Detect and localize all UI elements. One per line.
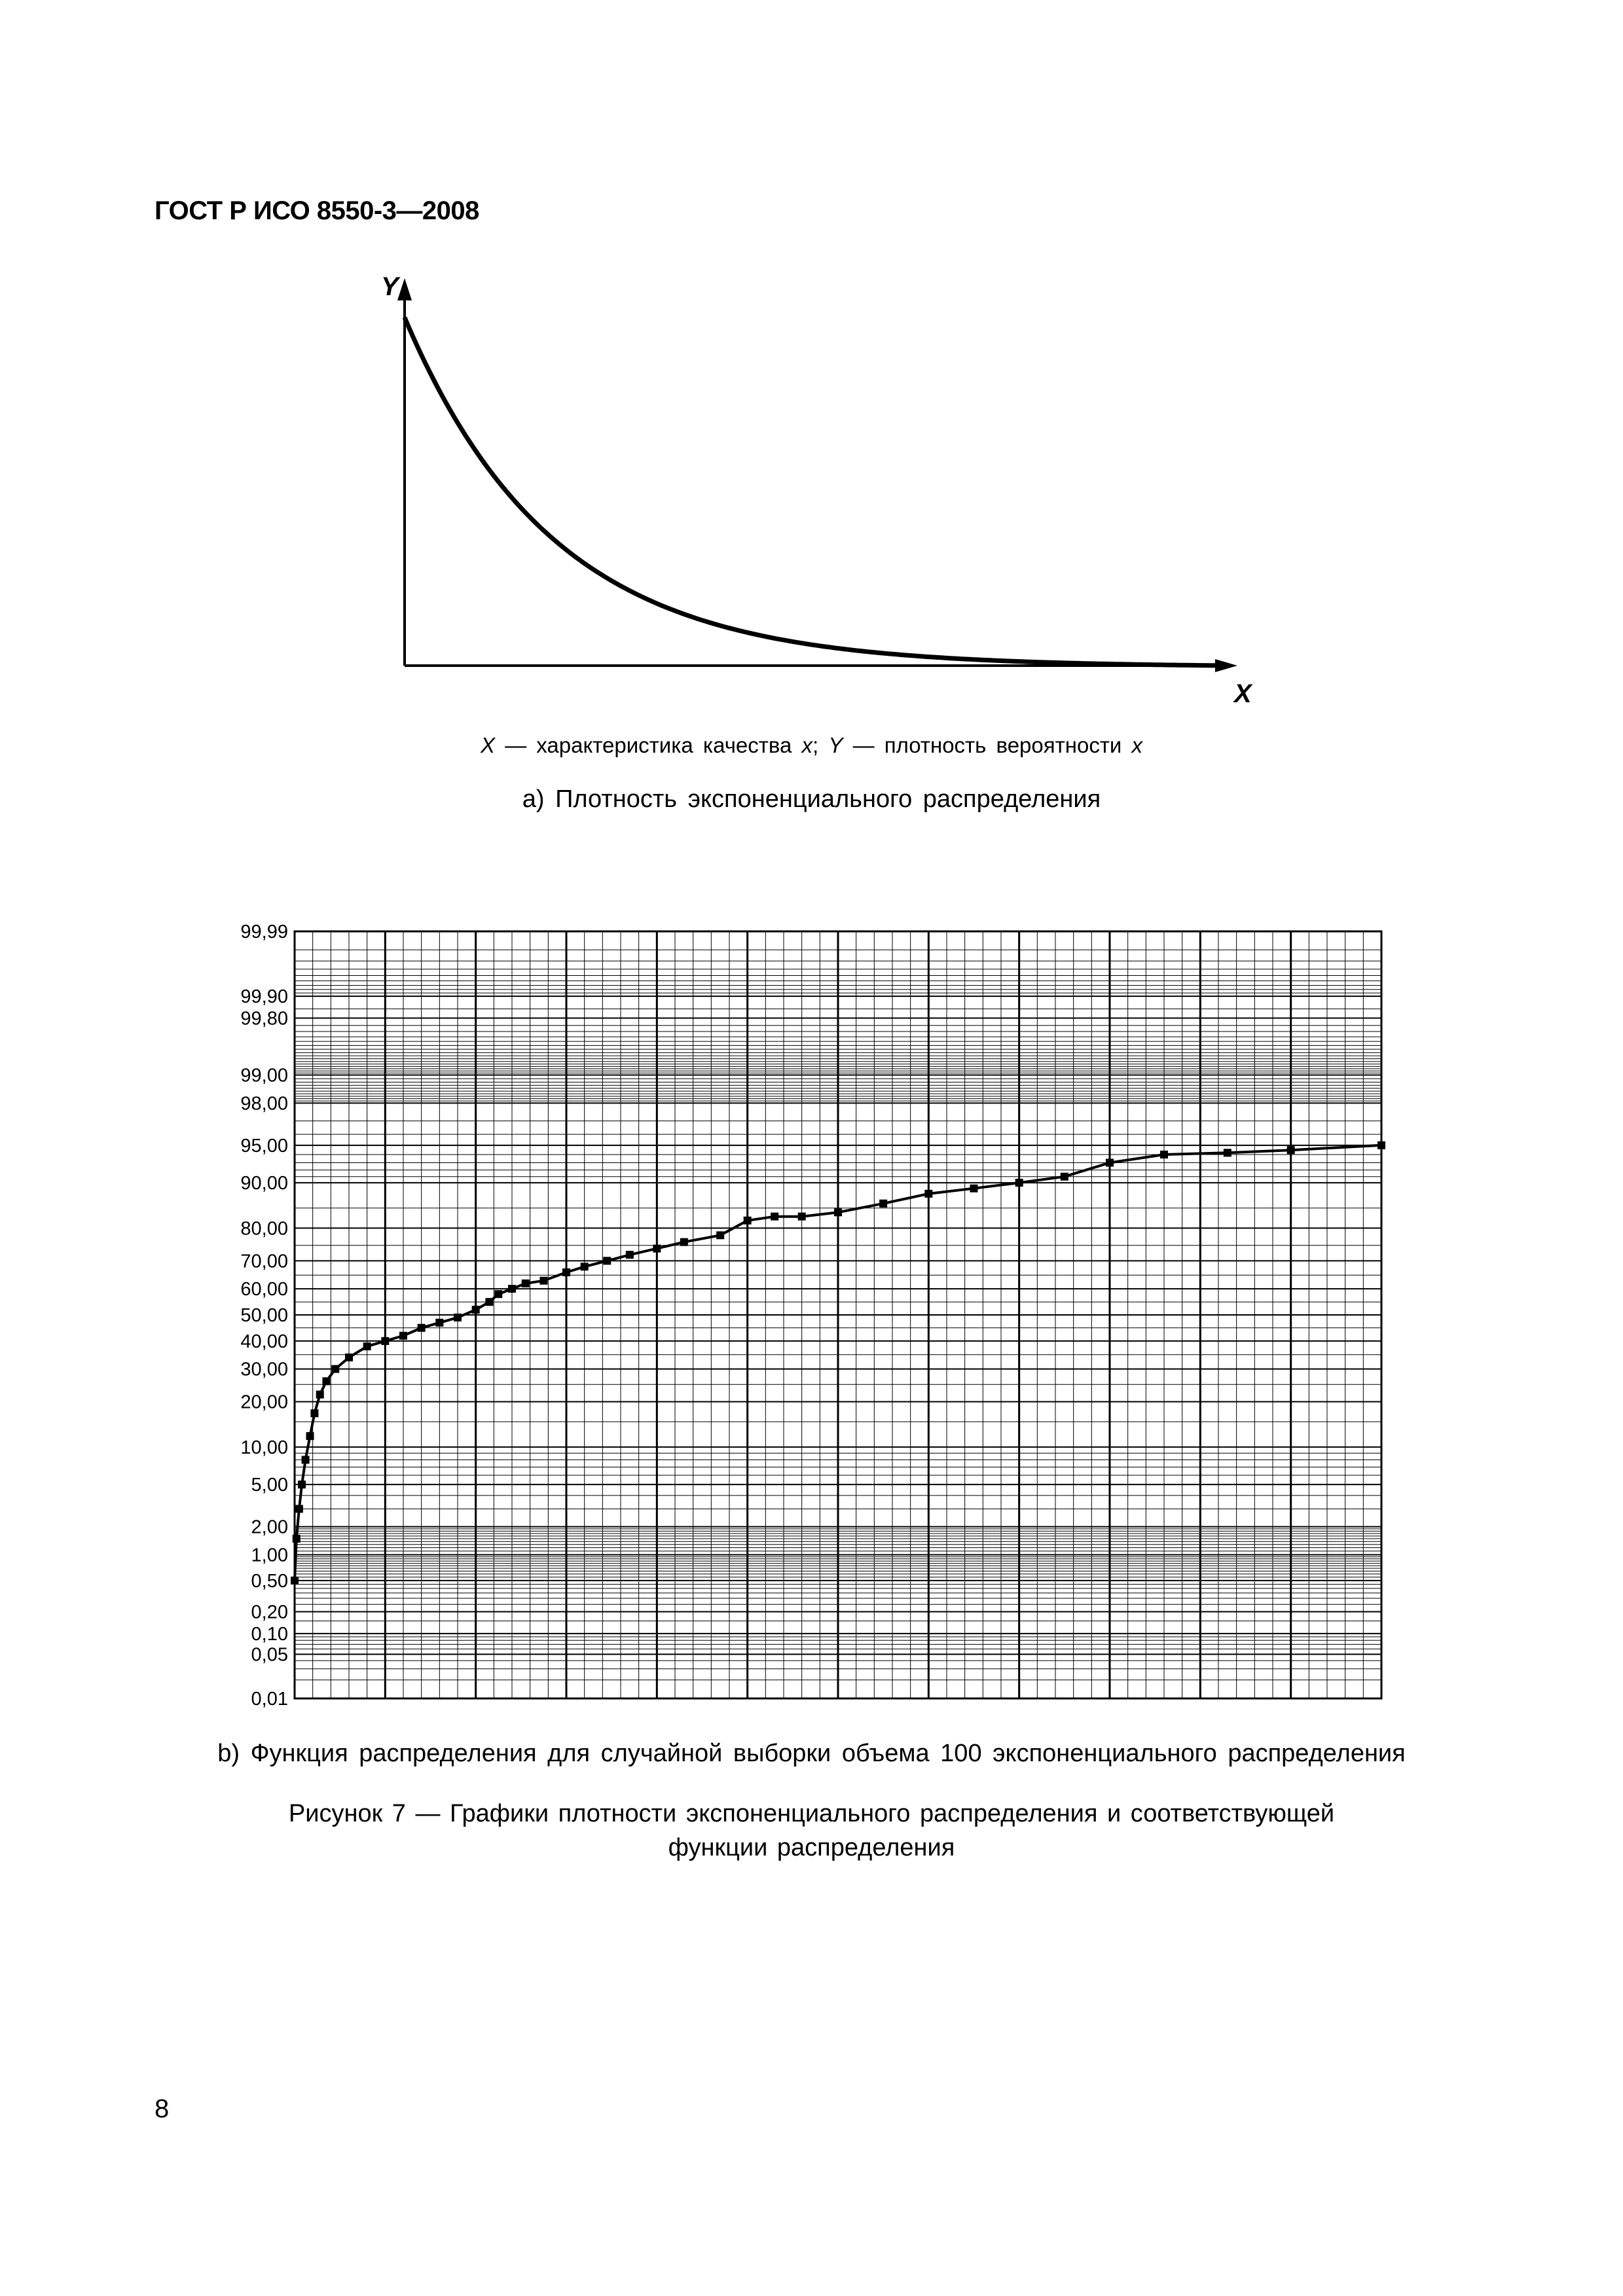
density-axes <box>397 278 1237 672</box>
y-tick-label: 99,90 <box>240 986 288 1008</box>
data-point <box>603 1257 611 1265</box>
y-tick-label: 0,05 <box>251 1644 288 1666</box>
y-axis-label: Y <box>381 272 399 301</box>
data-point <box>295 1505 303 1513</box>
data-point <box>626 1251 634 1259</box>
data-point <box>1377 1141 1385 1149</box>
data-point <box>322 1377 330 1385</box>
legend-y-var: x <box>1131 733 1143 757</box>
y-tick-label: 99,80 <box>240 1008 288 1030</box>
y-tick-label: 0,50 <box>251 1570 288 1592</box>
y-tick-labels <box>240 922 288 1710</box>
data-point <box>539 1277 547 1285</box>
data-point <box>1224 1149 1231 1157</box>
data-point <box>1287 1146 1295 1154</box>
y-tick-label: 80,00 <box>240 1218 288 1240</box>
data-point <box>581 1263 589 1270</box>
data-point <box>834 1208 842 1216</box>
data-point <box>345 1354 353 1361</box>
y-axis-arrow <box>397 278 412 300</box>
page-number: 8 <box>155 2094 170 2123</box>
data-point <box>293 1535 301 1543</box>
data-point <box>879 1200 887 1208</box>
y-tick-label: 60,00 <box>240 1279 288 1300</box>
figure-caption-line-2: функции распределения <box>668 1834 955 1861</box>
y-tick-label: 70,00 <box>240 1251 288 1272</box>
y-tick-label: 30,00 <box>240 1359 288 1380</box>
density-chart <box>367 265 1309 723</box>
density-curve <box>405 317 1218 666</box>
data-point <box>302 1456 310 1463</box>
data-point <box>1106 1158 1114 1166</box>
legend-y-symbol: Y <box>828 733 843 757</box>
figure-caption-line-1: Рисунок 7 — Графики плотности экспоненциального распределения и соответствующей <box>288 1800 1335 1827</box>
y-tick-label: 1,00 <box>251 1545 288 1566</box>
y-tick-label: 98,00 <box>240 1093 288 1115</box>
data-point <box>771 1213 778 1221</box>
data-point <box>472 1306 480 1314</box>
data-point <box>970 1185 978 1193</box>
data-point <box>306 1432 314 1440</box>
data-point <box>1061 1173 1068 1181</box>
data-point <box>798 1213 806 1221</box>
y-tick-label: 90,00 <box>240 1173 288 1194</box>
legend-x-symbol: X <box>480 733 495 757</box>
data-point <box>363 1342 371 1350</box>
x-axis-label: X <box>1234 679 1252 708</box>
data-point <box>494 1290 502 1298</box>
data-point <box>485 1298 493 1306</box>
data-point <box>381 1337 389 1345</box>
data-point <box>508 1285 516 1293</box>
y-tick-label: 2,00 <box>251 1516 288 1538</box>
figure-caption <box>0 1797 1623 1865</box>
data-point <box>924 1190 932 1198</box>
figure-a-legend <box>0 733 1623 758</box>
legend-y-text: — плотность вероятности <box>852 733 1122 757</box>
data-point <box>744 1217 752 1225</box>
y-tick-label: 0,20 <box>251 1602 288 1623</box>
data-point <box>291 1577 299 1585</box>
data-point <box>298 1480 306 1488</box>
y-tick-label: 50,00 <box>240 1305 288 1326</box>
data-point <box>310 1409 318 1417</box>
data-point <box>653 1245 661 1253</box>
data-point <box>331 1365 339 1373</box>
figure-a-caption: а) Плотность экспоненциального распределения <box>522 785 1101 813</box>
y-tick-label: 0,10 <box>251 1623 288 1645</box>
distribution-chart <box>223 913 1401 1725</box>
y-tick-label: 20,00 <box>240 1391 288 1413</box>
y-tick-label: 40,00 <box>240 1331 288 1352</box>
data-point <box>716 1231 724 1239</box>
data-point <box>1015 1179 1023 1187</box>
data-point <box>522 1280 530 1287</box>
data-point <box>1160 1151 1168 1158</box>
document-header: ГОСТ Р ИСО 8550-3—2008 <box>155 196 479 225</box>
data-point <box>316 1391 324 1399</box>
legend-x-var: x <box>801 733 813 757</box>
y-tick-label: 99,00 <box>240 1065 288 1086</box>
legend-separator: ; <box>812 733 819 757</box>
data-point <box>562 1268 570 1276</box>
figure-b-caption: b) Функция распределения для случайной выборки объема 100 экспоненциального распределения <box>217 1740 1406 1767</box>
y-tick-label: 95,00 <box>240 1135 288 1157</box>
y-tick-label: 0,01 <box>251 1689 288 1710</box>
y-tick-label: 99,99 <box>240 922 288 942</box>
y-tick-label: 10,00 <box>240 1437 288 1458</box>
data-point <box>399 1332 407 1340</box>
data-point <box>435 1319 443 1327</box>
x-axis-arrow <box>1215 659 1237 672</box>
data-point <box>418 1324 426 1332</box>
legend-x-text: — характеристика качества <box>505 733 792 757</box>
data-point <box>454 1314 462 1321</box>
data-point <box>680 1238 688 1246</box>
y-tick-label: 5,00 <box>251 1475 288 1496</box>
